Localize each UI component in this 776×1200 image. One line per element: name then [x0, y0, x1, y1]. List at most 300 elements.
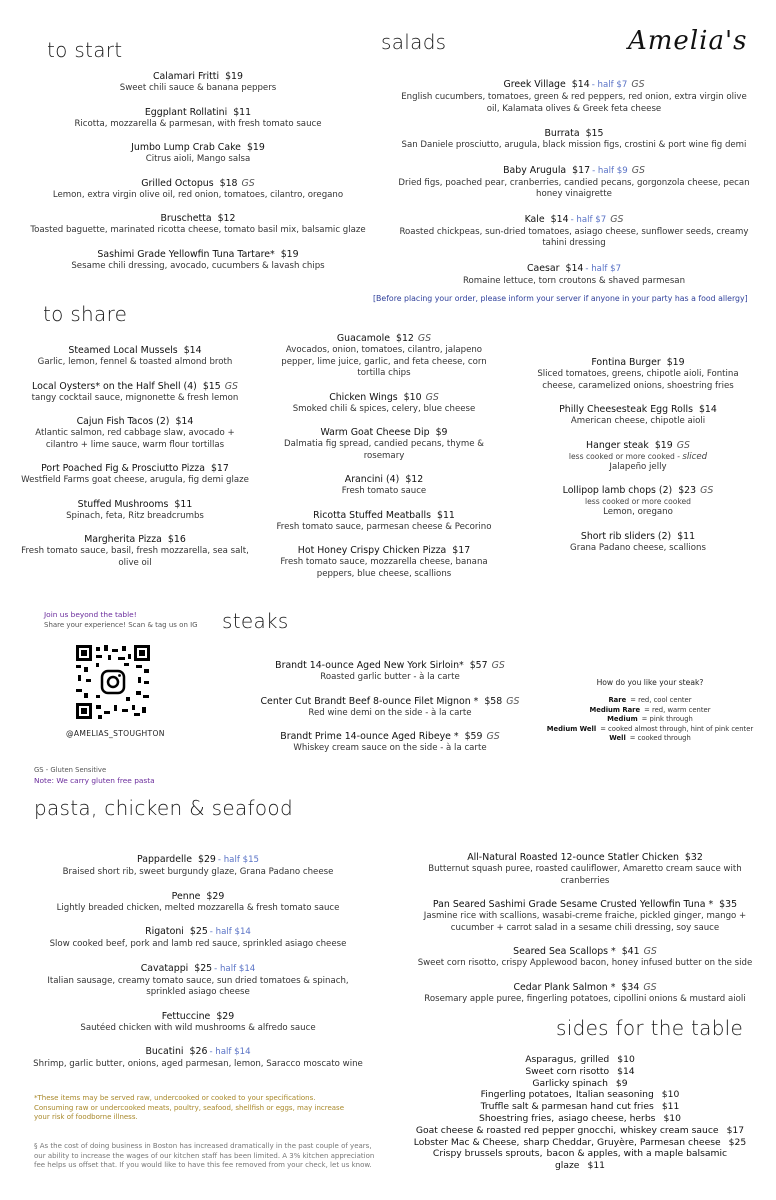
- menu-item-description: Rosemary apple puree, fingerling potatoes, cipollini onions & mustard aioli: [424, 993, 746, 1004]
- gluten-sensitive-badge: GS: [241, 177, 255, 189]
- menu-item-name: Burrata: [544, 128, 580, 139]
- menu-item: [22, 141, 374, 166]
- menu-item-name: Brandt 14-ounce Aged New York Sirloin*: [275, 660, 464, 671]
- menu-item: [270, 544, 498, 580]
- menu-item-description: Fresh tomato sauce, basil, fresh mozzarella, sea salt, olive oil: [21, 546, 249, 568]
- instagram-handle[interactable]: @AMELIAS_STOUGHTON: [66, 729, 165, 738]
- kitchen-fee-disclaimer: § As the cost of doing business in Boston has increased dramatically in the past couple of years, our ability to increase the wages of our kitchen staff has been limited. A 3% kitchen appreciation fee helps us offset that. If you would like to have this fee removed from your check, let us know.: [34, 1142, 375, 1169]
- menu-item-price: $25: [194, 962, 213, 974]
- menu-item-line: [270, 473, 498, 486]
- menu-item-price: $11: [174, 498, 193, 510]
- menu-item-name: Eggplant Rollatini: [144, 106, 228, 118]
- menu-item-line: [528, 356, 748, 369]
- share-list-1: [20, 344, 250, 580]
- menu-item-price: $17: [572, 164, 591, 176]
- side-item-price: $14: [617, 1065, 635, 1077]
- menu-item-name: Bucatini: [145, 1046, 184, 1057]
- menu-item: [270, 509, 498, 534]
- menu-item-line: [528, 530, 748, 543]
- menu-item-line: [270, 332, 498, 345]
- menu-item-description: Sliced tomatoes, greens, chipotle aioli, Fontina cheese, caramelized onions, shoestring fries: [537, 369, 739, 391]
- menu-item-line: [240, 730, 540, 743]
- menu-item: [405, 981, 765, 1006]
- menu-item-name: Pappardelle: [136, 854, 192, 865]
- menu-item-name: Guacamole: [336, 333, 390, 344]
- side-item-description: bacon & apples, with a maple balsamic glaze: [546, 1148, 728, 1172]
- menu-item-price: $19: [225, 71, 243, 82]
- social-line-2: Share your experience! Scan & tag us on IG: [44, 621, 198, 629]
- menu-item-description: Whiskey cream sauce on the side - à la carte: [293, 743, 487, 753]
- menu-item-price: $17: [452, 545, 471, 556]
- menu-item-line: [398, 262, 750, 276]
- menu-item-description: English cucumbers, tomatoes, green & red peppers, red onion, extra virgin olive oil, Kalamata olives & Greek feta cheese: [401, 92, 747, 114]
- gluten-sensitive-badge: GS: [506, 695, 520, 707]
- side-item: [410, 1137, 750, 1149]
- menu-item-name: Grilled Octopus: [141, 177, 214, 189]
- side-item-name: Fingerling potatoes,: [480, 1089, 572, 1101]
- menu-item-description: Roasted chickpeas, sun-dried tomatoes, asiago cheese, sunflower seeds, creamy tahini dressing: [399, 226, 749, 248]
- menu-item-price: $32: [684, 852, 703, 863]
- menu-item-description: Sweet chili sauce & banana peppers: [119, 83, 277, 93]
- menu-item-price: $34: [621, 981, 640, 993]
- menu-item-line: [398, 213, 750, 227]
- menu-item-line: [20, 415, 250, 428]
- menu-item-description: tangy cocktail sauce, mignonette & fresh lemon: [31, 392, 239, 403]
- doneness-row: [530, 734, 770, 744]
- menu-item-line: [240, 659, 540, 672]
- side-item-price: $17: [726, 1124, 745, 1136]
- menu-item: [398, 78, 750, 115]
- menu-item-name: Margherita Pizza: [84, 534, 162, 545]
- doneness-description: = red, warm center: [644, 705, 711, 714]
- menu-item-line: [528, 403, 748, 416]
- gluten-sensitive-badge: GS: [486, 731, 500, 742]
- menu-item-description: Lightly breaded chicken, melted mozzarella & fresh tomato sauce: [56, 902, 340, 913]
- side-item-name: Garlicky spinach: [532, 1077, 608, 1089]
- menu-item-price: $19: [666, 357, 685, 368]
- menu-item-line: [240, 695, 540, 708]
- menu-item-description: Fresh tomato sauce, parmesan cheese & Pecorino: [276, 521, 492, 532]
- menu-item: [22, 70, 374, 95]
- section-title-to-start: to start: [47, 38, 123, 62]
- menu-item-description: American cheese, chipotle aioli: [570, 416, 706, 426]
- doneness-row: [530, 715, 770, 725]
- menu-item: [20, 380, 250, 405]
- steaks-list: [240, 659, 540, 766]
- menu-item-name: Jumbo Lump Crab Cake: [131, 142, 241, 153]
- menu-item-line: [398, 127, 750, 140]
- menu-item-description: Lemon, extra virgin olive oil, red onion, tomatoes, cilantro, oregano: [52, 189, 344, 200]
- menu-item-line: [22, 106, 374, 119]
- doneness-guide: [530, 696, 770, 744]
- menu-item-line: [22, 177, 374, 190]
- menu-item-price: $14: [175, 416, 194, 427]
- menu-item-price: $35: [719, 899, 738, 910]
- menu-item-price: $12: [405, 474, 424, 485]
- menu-item-line: [20, 533, 250, 546]
- side-item-price: $9: [615, 1077, 628, 1089]
- menu-item-name: All-Natural Roasted 12-ounce Statler Chicken: [467, 852, 679, 863]
- menu-item-price: $14: [183, 345, 202, 356]
- menu-item-line: [28, 925, 368, 939]
- side-item: [410, 1101, 750, 1113]
- menu-item-line: [405, 981, 765, 994]
- menu-item: [20, 533, 250, 569]
- menu-item-line: [28, 1045, 368, 1059]
- menu-item-price: $11: [436, 509, 455, 521]
- menu-item-price: $15: [202, 380, 221, 392]
- menu-item-price: $19: [654, 439, 673, 451]
- doneness-description: = pink through: [641, 715, 693, 724]
- gluten-sensitive-badge: GS: [643, 981, 657, 993]
- menu-item-description: Sweet corn risotto, crispy Applewood bacon, honey infused butter on the side: [417, 958, 753, 968]
- menu-item-description: Smoked chili & spices, celery, blue cheese: [292, 403, 476, 414]
- menu-item-description: Lemon, oregano: [603, 507, 673, 517]
- menu-item-line: [20, 380, 250, 393]
- menu-item-name: Arancini (4): [344, 474, 400, 485]
- menu-item-name: Rigatoni: [145, 926, 184, 937]
- menu-item: [22, 106, 374, 131]
- menu-item-name: Seared Sea Scallops *: [513, 946, 616, 957]
- menu-item: [398, 213, 750, 250]
- menu-item: [240, 730, 540, 755]
- menu-item-line: [28, 890, 368, 903]
- half-portion-price: - half $14: [214, 963, 256, 974]
- gluten-sensitive-badge: GS: [491, 660, 505, 671]
- side-item: [410, 1089, 750, 1101]
- half-portion-price: - half $7: [570, 214, 607, 225]
- side-item: [410, 1113, 750, 1125]
- menu-item-name: Calamari Fritti: [153, 71, 220, 82]
- menu-item-line: [528, 439, 748, 452]
- menu-item-price: $15: [585, 128, 604, 139]
- side-item-name: Shoestring fries,: [478, 1112, 555, 1124]
- menu-item-line: [405, 945, 765, 958]
- menu-item-price: $11: [677, 530, 696, 542]
- menu-item-line: [405, 898, 765, 911]
- menu-item-description: Dried figs, poached pear, cranberries, candied pecans, gorgonzola cheese, pecan honey vinaigrette: [398, 177, 750, 199]
- menu-item: [28, 925, 368, 951]
- doneness-description: = cooked almost through, hint of pink center: [600, 724, 754, 733]
- menu-item-line: [20, 498, 250, 511]
- doneness-term: Medium: [607, 715, 638, 724]
- menu-item-name: Baby Arugula: [503, 164, 567, 176]
- doneness-title: How do you like your steak?: [596, 678, 704, 687]
- menu-item: [528, 484, 748, 519]
- menu-item-description: Spinach, feta, Ritz breadcrumbs: [66, 510, 204, 521]
- menu-item-description: Dalmatia fig spread, candied pecans, thyme & rosemary: [284, 439, 484, 461]
- entree-list: [405, 851, 765, 1016]
- menu-item-description: Jasmine rice with scallions, wasabi-creme fraiche, pickled ginger, mango + cucumber + carrot salad in a sesame chili dressing, soy sauce: [423, 911, 747, 933]
- menu-item-name: Cajun Fish Tacos (2): [76, 416, 170, 427]
- menu-item-price: $9: [435, 427, 448, 438]
- doneness-term: Rare: [608, 696, 627, 704]
- gluten-sensitive-badge: GS: [676, 439, 690, 451]
- menu-item: [20, 415, 250, 451]
- menu-item-description: Citrus aioli, Mango salsa: [145, 154, 251, 164]
- side-item: [410, 1054, 750, 1066]
- menu-item: [398, 262, 750, 288]
- menu-item-price: $29: [216, 1010, 235, 1022]
- doneness-description: = cooked through: [629, 734, 691, 743]
- side-item-name: Truffle salt & parmesan hand cut fries: [480, 1101, 654, 1113]
- gluten-sensitive-badge: GS: [425, 391, 439, 403]
- menu-item-price: $16: [167, 534, 186, 545]
- menu-item-line: [270, 544, 498, 557]
- menu-item: [240, 659, 540, 684]
- menu-item-line: [22, 248, 374, 261]
- menu-item-description: Butternut squash puree, roasted cauliflower, Amaretto cream sauce with cranberries: [428, 864, 742, 886]
- menu-item: [398, 164, 750, 201]
- doneness-row: [530, 725, 770, 735]
- menu-item-name: Kale: [524, 213, 545, 225]
- side-item-name: Sweet corn risotto: [525, 1065, 610, 1077]
- doneness-row: [530, 706, 770, 716]
- to-start-list: [22, 70, 374, 283]
- menu-item-price: $12: [395, 333, 414, 344]
- menu-item-name: Sashimi Grade Yellowfin Tuna Tartare*: [97, 248, 275, 260]
- menu-item-line: [22, 70, 374, 83]
- menu-item-description: Westfield Farms goat cheese, arugula, fig demi glaze: [21, 475, 249, 485]
- menu-item-name: Caesar: [526, 262, 560, 274]
- half-portion-price: - half $7: [591, 80, 628, 90]
- side-item-description: whiskey cream sauce: [620, 1124, 719, 1136]
- menu-item-description: Ricotta, mozzarella & parmesan, with fresh tomato sauce: [74, 118, 322, 129]
- brand-logo: Amelia's: [628, 26, 748, 56]
- menu-item-description: Fresh tomato sauce, mozzarella cheese, banana peppers, blue cheese, scallions: [280, 557, 488, 579]
- doneness-term: Medium Rare: [589, 705, 641, 714]
- menu-item-line: [28, 853, 368, 867]
- menu-item: [22, 248, 374, 273]
- gluten-sensitive-badge: GS: [631, 79, 645, 90]
- menu-item-line: [28, 1010, 368, 1023]
- menu-item-price: $41: [621, 946, 640, 957]
- menu-item-description: Fresh tomato sauce: [341, 486, 427, 496]
- menu-item: [270, 473, 498, 498]
- side-item: [410, 1078, 750, 1090]
- menu-item-line: [528, 484, 748, 497]
- side-item: [410, 1125, 750, 1137]
- menu-item-price: $23: [678, 485, 697, 496]
- menu-item-name: Ricotta Stuffed Meatballs: [313, 509, 431, 521]
- side-item-description: Italian seasoning: [575, 1089, 654, 1101]
- menu-item-description: Italian sausage, creamy tomato sauce, sun dried tomatoes & spinach, sprinkled asiago cheese: [47, 975, 349, 997]
- half-portion-price: - half $14: [209, 1047, 251, 1057]
- menu-item-name: Penne: [171, 890, 201, 902]
- cook-note-text: less cooked or more cooked: [585, 497, 691, 506]
- salads-list: [398, 78, 750, 299]
- menu-item-description: Braised short rib, sweet burgundy glaze, Grana Padano cheese: [62, 867, 334, 877]
- menu-item-description: Romaine lettuce, torn croutons & shaved parmesan: [462, 275, 686, 286]
- menu-item-price: $25: [189, 926, 208, 937]
- menu-item-price: $26: [189, 1046, 208, 1057]
- menu-item-price: $29: [198, 854, 216, 865]
- side-item-description: grilled: [580, 1054, 610, 1065]
- side-item-price: $25: [728, 1136, 747, 1148]
- menu-item-description: San Daniele prosciutto, arugula, black mission figs, crostini & port wine fig demi: [401, 140, 747, 150]
- menu-item-line: [398, 164, 750, 178]
- doneness-description: = red, cool center: [630, 696, 692, 704]
- menu-item: [528, 403, 748, 428]
- menu-item-description: Avocados, onion, tomatoes, cilantro, jalapeno pepper, lime juice, garlic, and feta cheese, corn tortilla chips: [281, 345, 487, 378]
- side-item-name: Goat cheese & roasted red pepper gnocchi,: [415, 1124, 617, 1136]
- menu-item-line: [22, 141, 374, 154]
- menu-item-price: $57: [469, 660, 488, 671]
- qr-code-icon: [76, 645, 150, 719]
- share-list-2: [270, 332, 498, 591]
- section-title-steaks: steaks: [222, 609, 289, 633]
- side-item: [410, 1066, 750, 1078]
- menu-item: [28, 890, 368, 915]
- menu-item: [528, 356, 748, 392]
- menu-item-line: [405, 851, 765, 864]
- menu-item-price: $14: [565, 262, 584, 274]
- menu-item: [22, 212, 374, 237]
- half-portion-price: - half $7: [585, 263, 622, 274]
- menu-item-description: Slow cooked beef, pork and lamb red sauce, sprinkled asiago cheese: [49, 939, 347, 949]
- menu-item-line: [270, 509, 498, 522]
- menu-item: [22, 177, 374, 202]
- menu-item-price: $11: [233, 106, 252, 118]
- menu-item: [528, 439, 748, 474]
- menu-item-cook-note: [528, 452, 748, 462]
- menu-item: [28, 962, 368, 999]
- side-item-price: $11: [661, 1101, 680, 1113]
- section-title-salads: salads: [381, 30, 447, 54]
- allergy-note: [Before placing your order, please inform your server if anyone in your party has a food allergy]: [373, 294, 748, 303]
- gluten-sensitive-badge: GS: [417, 333, 432, 344]
- menu-item-description: Red wine demi on the side - à la carte: [308, 707, 472, 718]
- gs-legend: GS - Gluten Sensitive: [34, 766, 107, 774]
- menu-item-name: Philly Cheesesteak Egg Rolls: [559, 404, 693, 415]
- menu-item: [28, 853, 368, 879]
- menu-item: [240, 695, 540, 720]
- menu-item-price: $14: [550, 213, 569, 225]
- instagram-qr-code[interactable]: [76, 645, 150, 719]
- menu-item-name: Brandt Prime 14-ounce Aged Ribeye *: [280, 731, 459, 742]
- menu-item-name: Greek Village: [503, 79, 566, 90]
- menu-item: [398, 127, 750, 152]
- menu-item: [270, 332, 498, 380]
- menu-item: [528, 530, 748, 555]
- menu-item-name: Stuffed Mushrooms: [77, 498, 169, 510]
- side-item-price: $10: [663, 1112, 681, 1124]
- menu-item-line: [20, 344, 250, 357]
- side-item-price: $11: [587, 1160, 606, 1172]
- menu-item-name: Port Poached Fig & Prosciutto Pizza: [41, 463, 205, 474]
- menu-item-price: $18: [219, 177, 238, 189]
- half-portion-price: - half $14: [209, 927, 251, 937]
- menu-item-description: Grana Padano cheese, scallions: [570, 542, 706, 553]
- menu-item-line: [20, 462, 250, 475]
- raw-disclaimer: *These items may be served raw, undercooked or cooked to your specifications. Consuming raw or undercooked meats, poultry, seafood, shellfish or eggs, may increase your risk of foodborne illness.: [34, 1094, 345, 1121]
- gluten-sensitive-badge: GS: [700, 485, 714, 496]
- menu-item-description: Jalapeño jelly: [609, 461, 667, 472]
- menu-item-price: $10: [403, 391, 422, 403]
- section-title-pasta: pasta, chicken & seafood: [34, 796, 293, 820]
- menu-item-name: Fontina Burger: [591, 357, 661, 368]
- side-item-name: Lobster Mac & Cheese,: [413, 1136, 520, 1148]
- half-portion-price: - half $15: [217, 855, 259, 865]
- doneness-term: Medium Well: [546, 724, 597, 733]
- menu-item: [270, 426, 498, 462]
- doneness-row: [530, 696, 770, 706]
- pasta-list: [28, 853, 368, 1082]
- menu-item: [20, 344, 250, 369]
- gluten-sensitive-badge: GS: [224, 380, 238, 392]
- menu-item-name: Hot Honey Crispy Chicken Pizza: [297, 545, 447, 556]
- menu-item: [270, 391, 498, 416]
- gluten-sensitive-badge: GS: [610, 213, 624, 225]
- menu-item-name: Hanger steak: [586, 439, 649, 451]
- side-item-name: Crispy brussels sprouts,: [432, 1148, 543, 1160]
- menu-item-name: Bruschetta: [160, 213, 212, 224]
- menu-item-price: $17: [210, 463, 229, 474]
- menu-item-description: Toasted baguette, marinated ricotta cheese, tomato basil mix, balsamic glaze: [30, 225, 366, 235]
- side-item-description: asiago cheese, herbs: [558, 1112, 656, 1124]
- menu-item: [20, 462, 250, 487]
- menu-item: [405, 945, 765, 970]
- menu-item-price: $14: [571, 79, 590, 90]
- menu-item-description: Sesame chili dressing, avocado, cucumbers & lavash chips: [71, 260, 325, 271]
- menu-item-price: $19: [246, 142, 265, 153]
- menu-item: [28, 1010, 368, 1035]
- social-line-1: Join us beyond the table!: [44, 610, 137, 619]
- sides-list: [410, 1054, 750, 1172]
- menu-item-description: Garlic, lemon, fennel & toasted almond broth: [37, 357, 233, 367]
- menu-item-name: Cavatappi: [140, 962, 189, 974]
- side-item-price: $10: [617, 1054, 635, 1065]
- section-title-to-share: to share: [43, 302, 128, 326]
- menu-item-name: Lollipop lamb chops (2): [562, 485, 673, 496]
- side-item-name: Asparagus,: [525, 1054, 577, 1065]
- menu-item: [28, 1045, 368, 1071]
- gluten-free-note: Note: We carry gluten free pasta: [34, 776, 155, 785]
- side-item-description: sharp Cheddar, Gruyère, Parmesan cheese: [523, 1136, 721, 1148]
- menu-item: [20, 498, 250, 523]
- menu-item-description: Shrimp, garlic butter, onions, aged parmesan, lemon, Saracco moscato wine: [33, 1059, 363, 1069]
- menu-item-cook-note: [528, 497, 748, 507]
- half-portion-price: - half $9: [592, 165, 628, 176]
- menu-item-line: [398, 78, 750, 92]
- section-title-sides: sides for the table: [556, 1016, 744, 1040]
- menu-item-name: Pan Seared Sashimi Grade Sesame Crusted Yellowfin Tuna *: [432, 899, 714, 910]
- gluten-sensitive-badge: GS: [643, 946, 657, 957]
- menu-item-price: $59: [464, 731, 483, 742]
- menu-item-description: Roasted garlic butter - à la carte: [320, 672, 460, 682]
- menu-item-line: [22, 212, 374, 225]
- menu-item-description: Sautéed chicken with wild mushrooms & alfredo sauce: [80, 1022, 316, 1033]
- menu-item: [405, 898, 765, 934]
- gluten-sensitive-badge: GS: [631, 164, 645, 176]
- menu-item-line: [270, 426, 498, 439]
- menu-item-name: Local Oysters* on the Half Shell (4): [32, 380, 197, 392]
- menu-item-name: Center Cut Brandt Beef 8-ounce Filet Mignon *: [260, 695, 479, 707]
- menu-item-line: [270, 391, 498, 404]
- side-item-price: $10: [661, 1089, 680, 1101]
- menu-item-name: Warm Goat Cheese Dip: [320, 427, 430, 438]
- menu-item-price: $14: [698, 404, 717, 415]
- menu-item-name: Short rib sliders (2): [580, 530, 672, 542]
- cook-note-text: less cooked or more cooked -: [568, 451, 683, 461]
- menu-item-name: Cedar Plank Salmon *: [513, 981, 616, 993]
- menu-item-price: $19: [280, 248, 299, 260]
- cook-note-italic: sliced: [682, 451, 708, 462]
- menu-item-name: Fettuccine: [161, 1010, 211, 1022]
- menu-item-price: $29: [206, 890, 225, 902]
- menu-item-description: Atlantic salmon, red cabbage slaw, avocado + cilantro + lime sauce, warm flour tortillas: [35, 428, 235, 450]
- menu-item-name: Chicken Wings: [329, 391, 398, 403]
